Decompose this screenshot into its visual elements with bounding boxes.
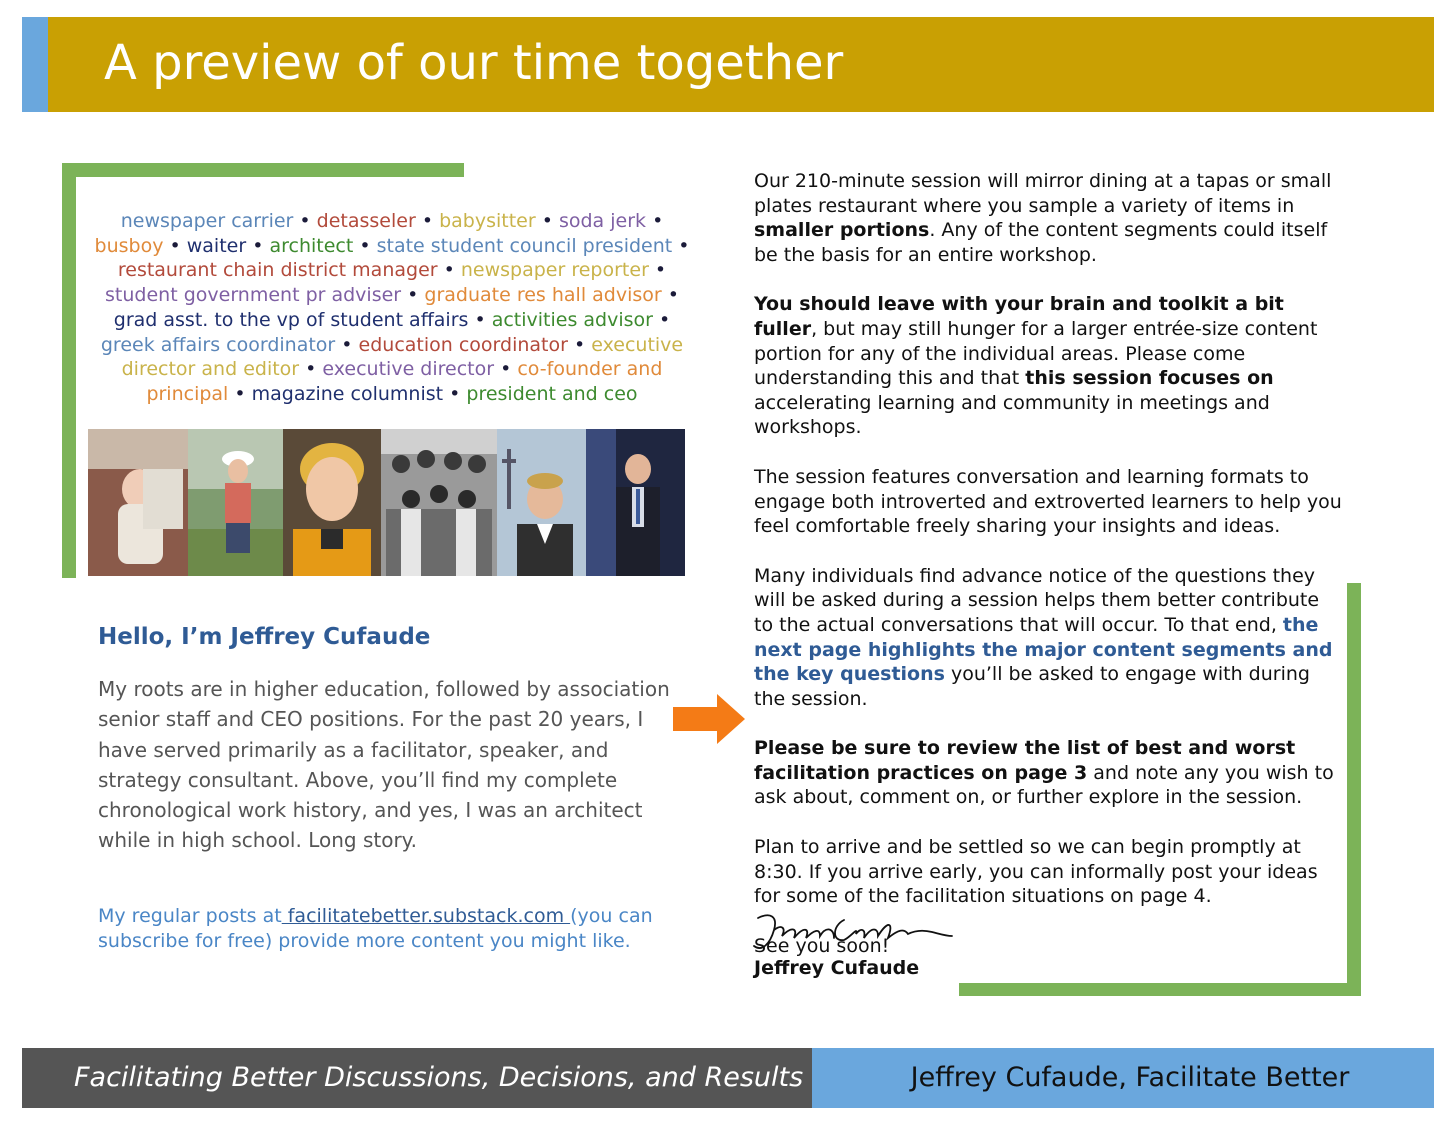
wordcloud-job-title: greek affairs coordinator xyxy=(100,333,336,356)
wordcloud-separator: • xyxy=(535,210,559,232)
posts-text-pre: My regular posts at xyxy=(98,905,282,927)
p1-text-c: . Any of the content segments could itself be the basis for an entire workshop. xyxy=(754,219,1328,266)
paragraph-5 xyxy=(754,736,1344,810)
page-title: A preview of our time together xyxy=(104,35,844,91)
wordcloud-separator: • xyxy=(672,234,690,257)
wordcloud-separator: • xyxy=(401,284,425,307)
wordcloud-job-title: detasseler xyxy=(316,210,416,232)
wordcloud-separator: • xyxy=(567,333,592,356)
wordcloud-job-title: magazine columnist xyxy=(251,382,444,405)
group-photo xyxy=(381,429,497,576)
paragraph-7: See you soon! xyxy=(754,934,890,957)
wordcloud-separator: • xyxy=(415,210,440,232)
wordcloud-job-title: graduate res hall advisor xyxy=(424,284,662,307)
wordcloud-job-title: activities advisor xyxy=(491,308,653,331)
p2-text-d: accelerating learning and community in meetings and workshops. xyxy=(754,391,1270,439)
paragraph-6: Plan to arrive and be settled so we can begin promptly at 8:30. If you arrive early, you can informally post your ideas for some of the facilitation situations on page 4. xyxy=(754,836,1318,908)
p2-bold-a: You should leave with your brain and toolkit a bit fuller xyxy=(754,293,1284,340)
p5-text-b: and note any you wish to ask about, comment on, or further explore in the session. xyxy=(754,761,1334,809)
wordcloud-separator: • xyxy=(353,234,377,257)
wordcloud-job-title: babysitter xyxy=(439,210,536,232)
hello-heading: Hello, I’m Jeffrey Cufaude xyxy=(98,624,431,650)
boy-fishing-photo-art xyxy=(188,429,283,576)
wordcloud-separator: • xyxy=(228,382,252,405)
wordcloud-separator: • xyxy=(494,358,518,381)
paragraph-3: The session features conversation and learning formats to engage both introverted and extroverted learners to help you feel comfortable freely sharing your insights and ideas. xyxy=(754,465,1342,538)
wordcloud-job-title: architect xyxy=(269,234,354,257)
bio-paragraph: My roots are in higher education, followed by association senior staff and CEO positions. For the past 20 years, I have served primarily as a facilitator, speaker, and strategy consultant. Above, you’ll find my complete chronological work history, and yes, I was an architect while in high school. Long story. xyxy=(98,677,670,853)
p1-text-a: Our 210-minute session will mirror dining at a tapas or small plates restaurant where you sample a variety of items in xyxy=(754,170,1332,217)
p4-text-c: you’ll be asked to engage with during the session. xyxy=(754,663,1310,710)
wordcloud-job-title: waiter xyxy=(186,234,247,257)
baby-photo xyxy=(88,429,188,576)
wordcloud-job-title: president and ceo xyxy=(466,382,638,405)
wordcloud-job-title: busboy xyxy=(94,234,164,257)
wordcloud-separator: • xyxy=(299,358,323,381)
wordcloud-separator: • xyxy=(163,234,187,257)
school-portrait-photo-art xyxy=(283,429,381,576)
wordcloud-job-title: executive director and editor xyxy=(121,333,684,381)
footer-tagline: Facilitating Better Discussions, Decisions, and Results xyxy=(22,1048,812,1108)
p4-highlight: the next page highlights the major content segments and the key questions xyxy=(754,613,1333,686)
paragraph-4 xyxy=(754,564,1344,712)
bracket-top-left-vertical xyxy=(62,163,76,578)
wordcloud-separator: • xyxy=(437,259,461,282)
wordcloud-job-title: grad asst. to the vp of student affairs xyxy=(113,308,469,331)
bracket-top-left-horizontal xyxy=(62,163,464,177)
wordcloud-separator: • xyxy=(293,210,317,232)
wordcloud-job-title: executive director xyxy=(322,358,495,381)
wordcloud-separator: • xyxy=(468,308,492,331)
p1-bold: smaller portions xyxy=(754,219,930,242)
wordcloud-separator: • xyxy=(648,259,667,282)
wordcloud-job-title: newspaper reporter xyxy=(460,259,649,282)
wordcloud-separator: • xyxy=(652,308,671,331)
posts-text-post: (you can subscribe for free) provide more content you might like. xyxy=(98,905,653,952)
title-bar xyxy=(22,17,1434,112)
p2-bold-c: this session focuses on xyxy=(1025,367,1274,390)
footer-author: Jeffrey Cufaude, Facilitate Better xyxy=(812,1048,1434,1108)
bracket-bottom-right-horizontal xyxy=(959,983,1361,996)
paragraph-2 xyxy=(754,292,1344,440)
speaker-stage-photo xyxy=(586,429,685,576)
handwritten-signature xyxy=(748,906,958,962)
p2-text-b: , but may still hunger for a larger entrée-size content portion for any of the individual areas. Please come understanding this and that xyxy=(754,317,1318,390)
baby-photo-art xyxy=(88,429,188,576)
wordcloud-job-title: student government pr adviser xyxy=(105,284,402,307)
wordcloud-job-title: newspaper carrier xyxy=(120,210,294,232)
group-photo-art xyxy=(381,429,497,576)
posts-paragraph xyxy=(98,904,678,954)
substack-link[interactable]: facilitatebetter.substack.com xyxy=(281,905,571,927)
p5-bold: Please be sure to review the list of best and worst facilitation practices on page 3 xyxy=(754,737,1296,784)
session-description xyxy=(754,169,1344,983)
photo-strip xyxy=(88,429,685,576)
wordcloud-job-title: restaurant chain district manager xyxy=(117,259,438,282)
wordcloud-separator: • xyxy=(335,333,359,356)
signature-name: Jeffrey Cufaude xyxy=(754,957,920,979)
right-arrow-icon xyxy=(673,694,747,744)
wordcloud-separator: • xyxy=(443,382,467,405)
wordcloud-job-title: education coordinator xyxy=(358,333,568,356)
wordcloud-job-title: soda jerk xyxy=(558,210,647,232)
paragraph-1 xyxy=(754,169,1344,267)
wordcloud-separator: • xyxy=(246,234,270,257)
p4-text-a: Many individuals find advance notice of the questions they will be asked during a session helps them better contribute to the actual conversations that will occur. To that end, xyxy=(754,564,1320,636)
seattle-portrait-photo-art xyxy=(497,429,586,576)
boy-fishing-photo xyxy=(188,429,283,576)
wordcloud-separator: • xyxy=(646,210,664,232)
seattle-portrait-photo xyxy=(497,429,586,576)
bracket-bottom-right-vertical xyxy=(1347,583,1361,996)
wordcloud-job-title: state student council president xyxy=(376,234,673,257)
wordcloud-separator: • xyxy=(661,284,679,307)
school-portrait-photo xyxy=(283,429,381,576)
speaker-stage-photo-art xyxy=(586,429,685,576)
wordcloud-job-title: co-founder and principal xyxy=(146,358,663,405)
job-history-wordcloud xyxy=(92,209,692,407)
